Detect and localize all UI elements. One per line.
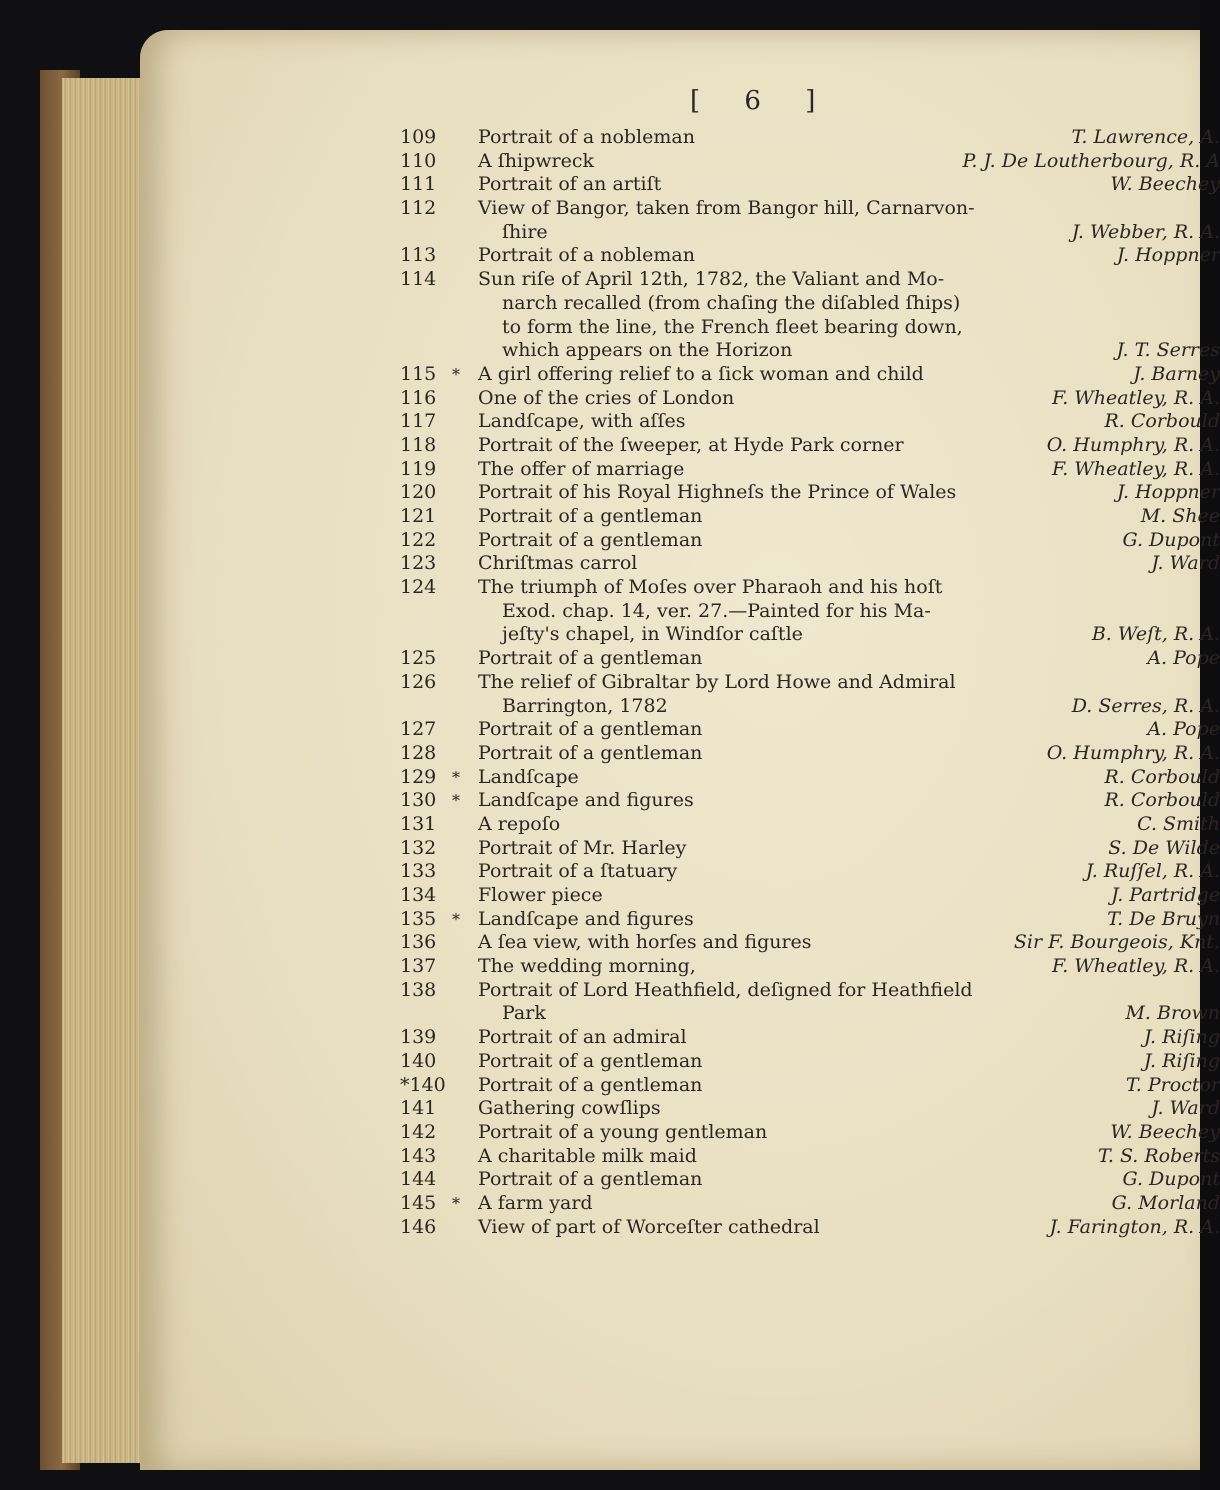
entry-artist: B. Weſt, R. A. [1091,623,1220,646]
entry-artist: M. Brown [1125,1002,1220,1025]
entry-asterisk: * [452,364,460,384]
entry-line [400,623,1220,647]
entry-title: Portrait of Mr. Harley [478,836,687,859]
entry-number: 137 [400,955,437,978]
entry-title: Portrait of a gentleman [478,718,703,741]
entry-artist: R. Corbould [1104,789,1220,812]
entry-number: 114 [400,268,437,291]
entry-title: Portrait of the ſweeper, at Hyde Park corner [478,433,904,456]
entry-artist: T. Proctor [1125,1073,1220,1096]
entry-line [400,837,1220,861]
entry-number: 132 [400,836,437,859]
entry-number: 142 [400,1120,437,1143]
entry-title: View of part of Worceſter cathedral [478,1215,820,1238]
entry-line [400,576,1220,600]
entry-line [400,1026,1220,1050]
entry-line [400,126,1220,150]
entry-line [400,197,1220,221]
entry-number: 113 [400,244,437,267]
entry-line [400,221,1220,245]
entry-title: Exod. chap. 14, ver. 27.—Painted for his Ma- [502,599,931,622]
entry-title: Portrait of a gentleman [478,1073,703,1096]
entry-title: A ſea view, with horſes and figures [478,931,812,954]
entry-line [400,363,1220,387]
entry-title: Flower piece [478,884,603,906]
entry-artist: R. Corbould [1104,765,1220,788]
entry-line [400,1192,1220,1216]
entry-line [400,1050,1220,1074]
entry-artist: D. Serres, R. A. [1071,694,1220,717]
entry-number: 110 [400,149,437,172]
entry-title: The triumph of Moſes over Pharaoh and his hoſt [478,576,943,599]
entry-artist: S. De Wilde [1108,836,1220,859]
entry-title: A farm yard [478,1191,593,1214]
entry-title: Sun riſe of April 12th, 1782, the Valiant and Mo- [478,268,945,291]
entry-number: 122 [400,528,437,551]
entry-number: 131 [400,812,437,835]
entry-line [400,458,1220,482]
entry-title: Chriſtmas carrol [478,552,638,575]
entry-title: to form the line, the French fleet bearing down, [502,315,963,338]
page-edges [62,78,152,1463]
entry-number: 138 [400,978,437,1001]
entry-number: 140 [400,1049,437,1072]
entry-number: 135 [400,907,437,930]
entry-title: which appears on the Horizon [502,339,793,362]
entry-artist: C. Smith [1137,812,1220,835]
entry-title: Gathering cowſlips [478,1097,661,1120]
entry-line [400,1002,1220,1026]
entry-line [400,173,1220,197]
entry-artist: J. Hoppner [1116,481,1220,504]
entry-line [400,434,1220,458]
entry-line [400,1121,1220,1145]
entry-line [400,718,1220,742]
entry-title: Portrait of a nobleman [478,126,695,148]
entry-title: Park [502,1002,546,1025]
entry-artist: Sir F. Bourgeois, Knt. [1013,931,1220,954]
entry-artist: T. De Bruyn [1107,907,1220,930]
entry-artist: J. Hoppner [1116,244,1220,267]
entry-asterisk: * [452,767,460,787]
entry-line [400,955,1220,979]
entry-artist: A. Pope [1147,647,1220,670]
entry-artist: A. Pope [1147,718,1220,741]
entry-number: 136 [400,931,437,954]
entry-line [400,671,1220,695]
entry-line [400,387,1220,411]
entry-title: jeſty's chapel, in Windſor caſtle [502,623,803,646]
entry-artist: J. Ward [1151,1097,1220,1120]
entry-artist: W. Beechey [1110,1120,1220,1143]
entry-number: 130 [400,789,437,812]
entry-line [400,979,1220,1003]
entry-asterisk: * [452,1193,460,1213]
entry-title: A charitable milk maid [478,1144,697,1167]
entry-artist: J. Barney [1133,362,1220,385]
entry-title: ſhire [502,220,548,243]
entry-number: 125 [400,647,437,670]
entry-title: A girl offering relief to a ſick woman and child [478,362,924,385]
entry-title: The relief of Gibraltar by Lord Howe and Admiral [478,670,956,693]
catalogue-page [140,30,1220,1470]
entry-artist: F. Wheatley, R. A. [1051,457,1220,480]
entry-title: Landſcape [478,765,579,788]
entry-number: 145 [400,1191,437,1214]
entry-artist: O. Humphry, R. A. [1046,433,1220,456]
entry-number: 134 [400,884,437,906]
entry-number: 139 [400,1026,437,1049]
entry-title: Landſcape, with aſſes [478,410,686,433]
entry-number: 124 [400,576,437,599]
entry-line [400,908,1220,932]
entry-number: 127 [400,718,437,741]
entry-title: Portrait of a gentleman [478,741,703,764]
entry-line [400,766,1220,790]
entry-title: A repoſo [478,812,561,835]
entry-number: 123 [400,552,437,575]
entry-number: 129 [400,765,437,788]
entry-line [400,316,1220,340]
entry-line [400,292,1220,316]
entry-artist: G. Dupont [1122,1168,1220,1191]
entry-number: 121 [400,505,437,527]
entry-artist: J. Riſing [1143,1026,1220,1049]
entry-line [400,931,1220,955]
catalogue-entries [400,126,1220,1239]
entry-line [400,860,1220,884]
entry-asterisk: * [452,909,460,929]
entry-number: 120 [400,481,437,504]
entry-artist: J. T. Serres [1116,339,1220,362]
entry-line [400,410,1220,434]
entry-line [400,268,1220,292]
entry-number: 144 [400,1168,437,1191]
entry-line [400,339,1220,363]
entry-title: Portrait of a young gentleman [478,1120,768,1143]
entry-line [400,150,1220,174]
entry-line [400,600,1220,624]
entry-line [400,813,1220,837]
entry-number: 143 [400,1144,437,1167]
entry-number: 109 [400,126,437,148]
entry-title: Portrait of an admiral [478,1026,687,1049]
entry-artist: R. Corbould [1104,410,1220,433]
entry-title: Barrington, 1782 [502,694,668,717]
entry-line [400,742,1220,766]
entry-number: 116 [400,386,437,409]
entry-artist: G. Dupont [1122,528,1220,551]
entry-title: View of Bangor, taken from Bangor hill, Carnarvon- [478,197,975,220]
entry-line [400,244,1220,268]
entry-number: 146 [400,1215,437,1238]
entry-line [400,1168,1220,1192]
entry-artist: F. Wheatley, R. A. [1051,955,1220,978]
entry-line [400,552,1220,576]
entry-title: Landſcape and figures [478,907,694,930]
entry-artist: P. J. De Loutherbourg, R. A [962,149,1220,172]
entry-number: 115 [400,362,437,385]
entry-line [400,1074,1220,1098]
entry-title: One of the cries of London [478,386,735,409]
entry-line [400,789,1220,813]
entry-line [400,481,1220,505]
entry-title: Portrait of an artiſt [478,173,662,196]
entry-line [400,647,1220,671]
entry-title: A ſhipwreck [478,149,595,172]
entry-title: Portrait of a gentleman [478,1049,703,1072]
entry-number: 126 [400,670,437,693]
entry-asterisk: * [452,791,460,811]
entry-line [400,1145,1220,1169]
entry-title: Portrait of a nobleman [478,244,695,267]
entry-number: 119 [400,457,437,480]
entry-artist: G. Morland [1111,1191,1220,1214]
entry-title: Landſcape and figures [478,789,694,812]
entry-title: The wedding morning, [478,955,696,978]
entry-number: 141 [400,1097,437,1120]
entry-artist: J. Ward [1151,552,1220,575]
entry-artist: J. Ruſſel, R. A. [1085,860,1220,883]
entry-number: 128 [400,741,437,764]
entry-title: Portrait of his Royal Highneſs the Prince of Wales [478,481,957,504]
entry-title: Portrait of a gentleman [478,1168,703,1191]
entry-artist: J. Webber, R. A. [1071,220,1220,243]
entry-number: 112 [400,197,437,220]
entry-number: 111 [400,173,437,196]
entry-line [400,1216,1220,1240]
entry-title: narch recalled (from chaſing the diſabled ſhips) [502,291,961,314]
entry-title: Portrait of a ſtatuary [478,860,678,883]
entry-artist: F. Wheatley, R. A. [1051,386,1220,409]
entry-title: Portrait of a gentleman [478,647,703,670]
entry-artist: T. S. Roberts [1098,1144,1220,1167]
entry-artist: J. Farington, R. A. [1049,1215,1220,1238]
entry-title: Portrait of a gentleman [478,505,703,527]
entry-title: Portrait of a gentleman [478,528,703,551]
entry-number: 133 [400,860,437,883]
entry-line [400,529,1220,553]
entry-title: The offer of marriage [478,457,685,480]
entry-artist: M. Shee [1140,505,1220,527]
entry-number: *140 [400,1073,446,1096]
entry-line [400,884,1220,908]
entry-line [400,1097,1220,1121]
entry-artist: J. Riſing [1143,1049,1220,1072]
entry-line [400,695,1220,719]
entry-number: 117 [400,410,437,433]
entry-number: 118 [400,433,437,456]
entry-artist: T. Lawrence, A. [1071,126,1220,148]
entry-artist: W. Beechey [1110,173,1220,196]
page-number: [ 6 ] [690,86,834,116]
entry-line [400,505,1220,529]
entry-title: Portrait of Lord Heathfield, deſigned for Heathfield [478,978,973,1001]
entry-artist: O. Humphry, R. A. [1046,741,1220,764]
entry-artist: J. Partridge [1111,884,1220,906]
